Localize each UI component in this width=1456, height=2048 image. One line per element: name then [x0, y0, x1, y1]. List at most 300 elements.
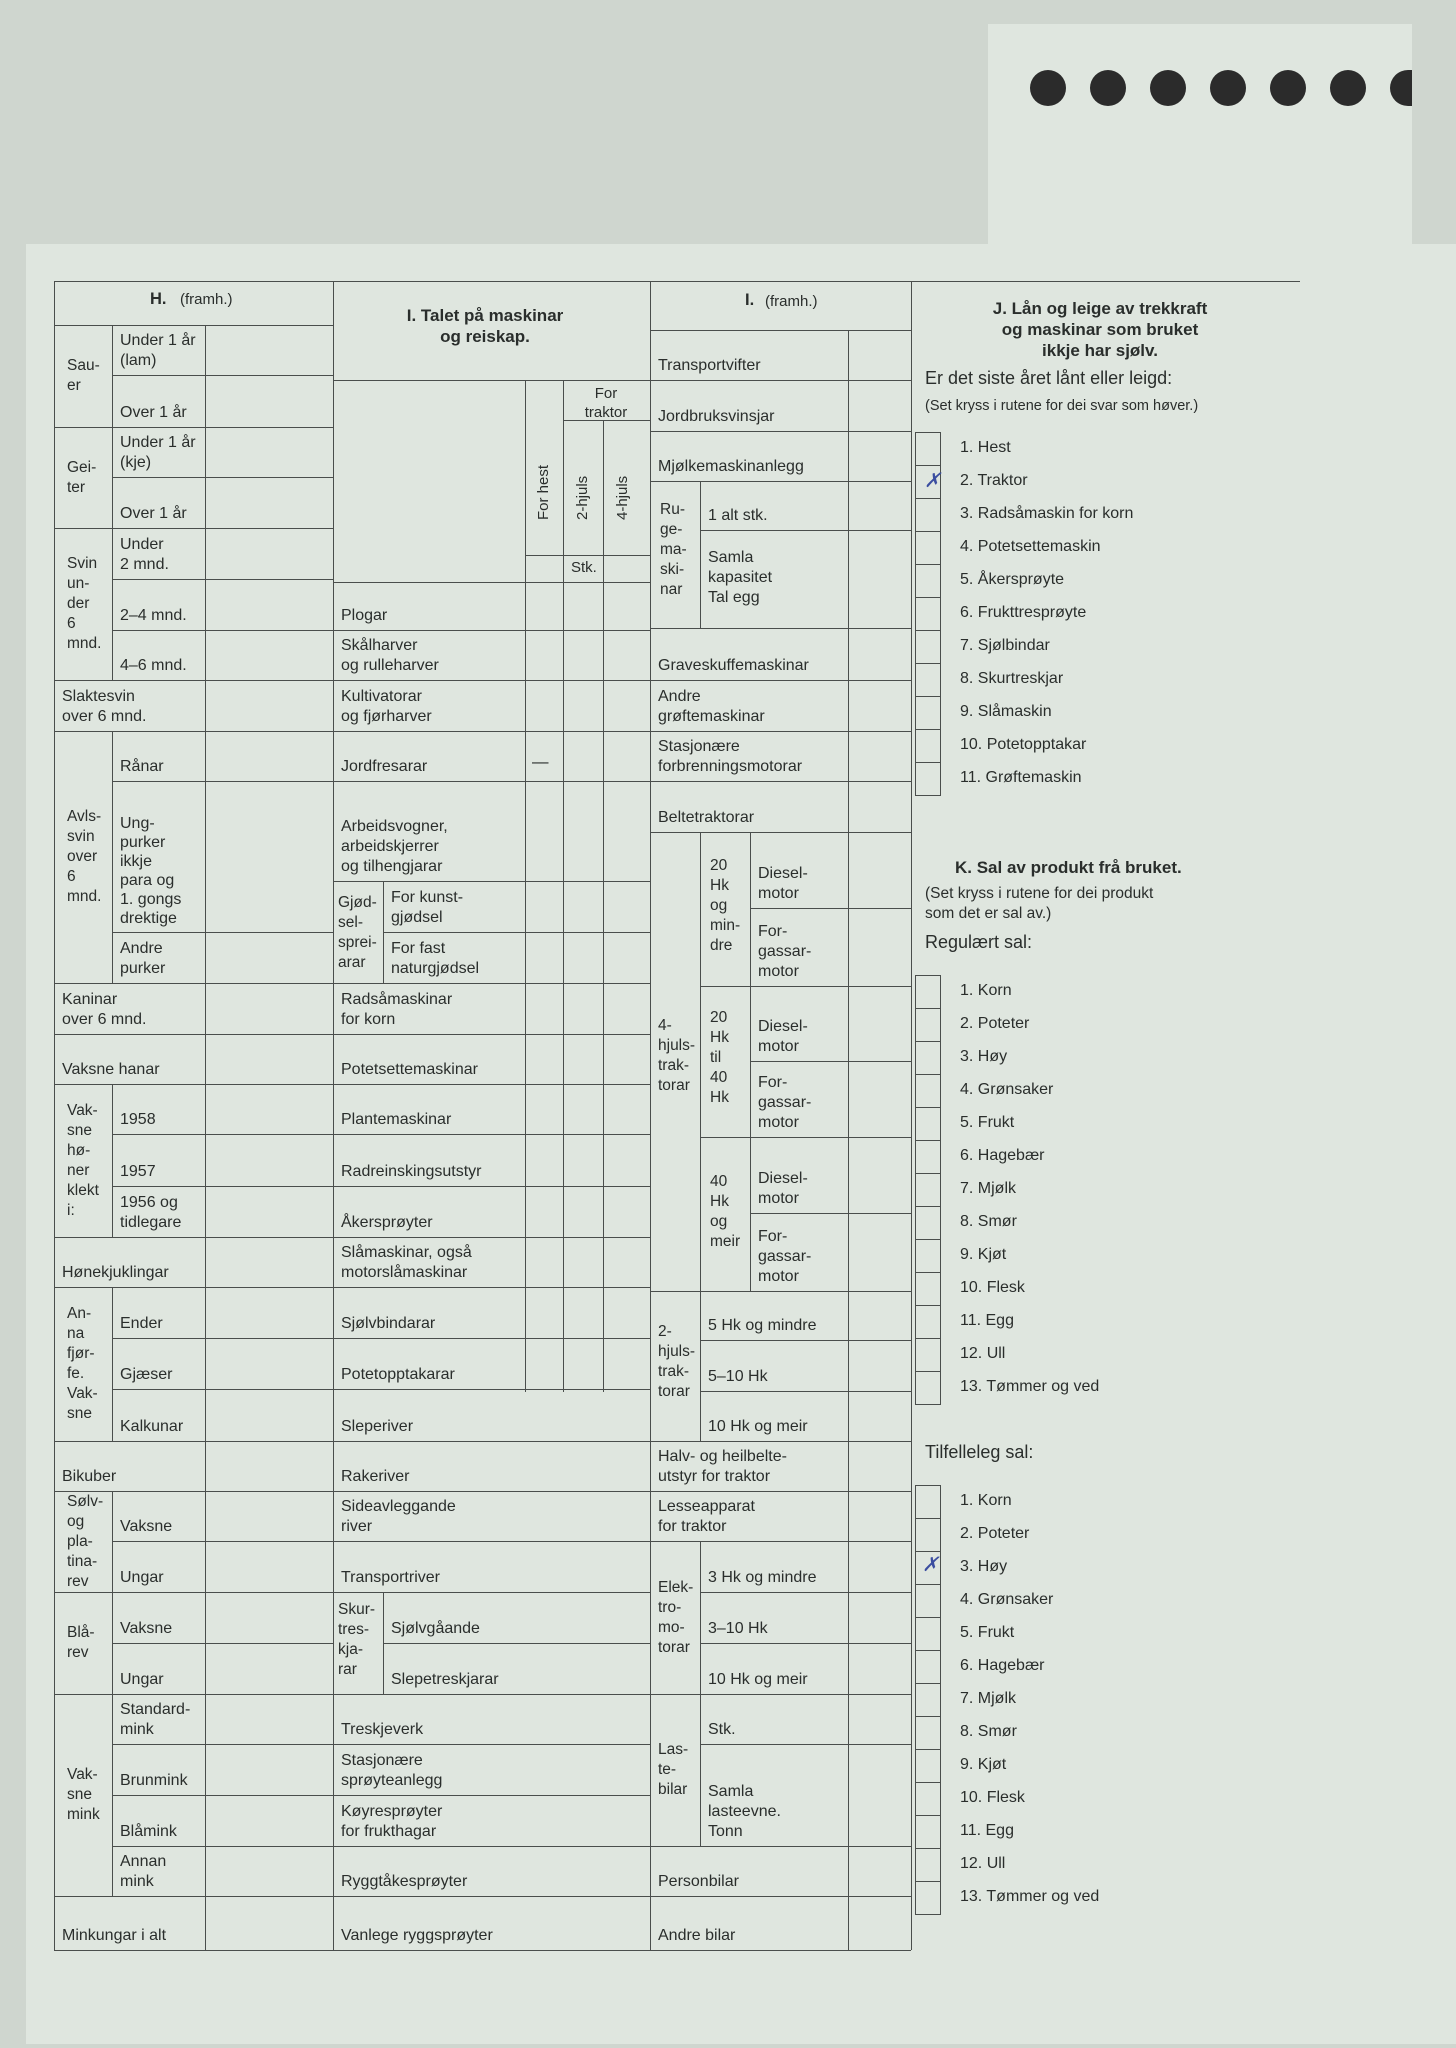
gjodsel-group-label: Gjød- sel- sprei- arar: [338, 894, 377, 971]
h-value-cell[interactable]: [205, 1237, 333, 1287]
hk-20-mindre-label: 20 Hk og min- dre: [710, 857, 741, 954]
i2-row-label: Lesseapparat for traktor: [658, 1498, 755, 1535]
rule-line: [54, 1896, 112, 1897]
i-row-label: Transportriver: [341, 1569, 440, 1586]
rule-line: [700, 1541, 701, 1694]
section-h-header: H.: [150, 290, 167, 308]
h-value-cell[interactable]: [205, 1846, 333, 1896]
k-occasional-item-label: 9. Kjøt: [960, 1756, 1007, 1773]
i2-row-label: For- gassar- motor: [758, 1074, 812, 1131]
i-row-label: Køyresprøyter for frukthagar: [341, 1803, 443, 1840]
rule-line: [700, 1137, 750, 1138]
j-checkbox[interactable]: [915, 432, 941, 466]
punch-hole: [1210, 70, 1246, 106]
h-row-label: Brunmink: [120, 1772, 188, 1789]
h-row-label: Vaksne: [120, 1620, 173, 1637]
h-row-label: Under 1 år (lam): [120, 332, 196, 369]
j-item-label: 11. Grøftemaskin: [960, 769, 1082, 786]
i-row-label: For fast naturgjødsel: [391, 940, 480, 977]
h-row-label: Gjæser: [120, 1366, 173, 1383]
rule-line: [650, 1846, 700, 1847]
i-value-cell[interactable]: [525, 1186, 650, 1237]
k-regular-item-label: 11. Egg: [960, 1312, 1014, 1329]
i-row-label: Slåmaskinar, også motorslåmaskinar: [341, 1244, 472, 1281]
i-row-label: Sjølvgåande: [391, 1620, 480, 1637]
h-row-label: Ungar: [120, 1569, 164, 1586]
i2-value-cell[interactable]: [848, 1643, 911, 1694]
rule-line: [54, 1694, 112, 1695]
i2-value-cell[interactable]: [848, 1137, 911, 1213]
section-h-header-suffix: (framh.): [180, 291, 233, 308]
hk-20-40-label: 20 Hk til 40 Hk: [710, 1009, 729, 1106]
i-row-label: Sleperiver: [341, 1418, 414, 1435]
k-occasional-checkbox[interactable]: [915, 1584, 941, 1618]
i-value-cell[interactable]: [525, 1694, 650, 1744]
i-row-label: Plantemaskinar: [341, 1111, 452, 1128]
col-for-traktor: For traktor: [584, 385, 628, 421]
h-value-cell[interactable]: [205, 1744, 333, 1795]
i2-row-label: Stk.: [708, 1721, 736, 1738]
h-value-cell[interactable]: [205, 1643, 333, 1694]
i-value-cell[interactable]: [525, 1541, 650, 1592]
h-value-cell[interactable]: [205, 1896, 333, 1950]
k-regular-title: Regulært sal:: [925, 932, 1033, 952]
rule-line: [911, 281, 1300, 282]
h-group-label: Sølv- og pla- tina- rev: [67, 1492, 104, 1590]
punch-hole: [1330, 70, 1366, 106]
h-row-label: Ung- purker ikkje para og 1. gongs drektige: [120, 815, 182, 927]
h-value-cell[interactable]: [205, 477, 333, 528]
j-item-label: 7. Sjølbindar: [960, 637, 1050, 654]
punch-tab: [988, 24, 1412, 264]
i-value-cell[interactable]: [525, 1034, 650, 1084]
h-row-label: Bikuber: [62, 1468, 117, 1485]
h-row-label: Ender: [120, 1315, 163, 1332]
j-item-label: 2. Traktor: [960, 472, 1028, 489]
h-value-cell[interactable]: [205, 1694, 333, 1744]
h-value-cell[interactable]: [205, 1541, 333, 1592]
skurtreskjarar-group-label: Skur- tres- kja- rar: [338, 1601, 376, 1678]
section-k-header: K. Sal av produkt frå bruket.: [955, 858, 1182, 877]
h-value-cell[interactable]: [205, 1134, 333, 1186]
i-value-cell[interactable]: [525, 881, 650, 932]
h-value-cell[interactable]: [205, 983, 333, 1034]
i2-row-label: Samla kapasitet Tal egg: [708, 549, 773, 606]
i2-value-cell[interactable]: [848, 731, 911, 781]
rule-line: [383, 1592, 384, 1694]
h-row-label: Under 2 mnd.: [120, 536, 169, 573]
rule-line: [650, 1441, 700, 1442]
j-checkbox[interactable]: [915, 630, 941, 664]
i2-row-label: 3 Hk og mindre: [708, 1569, 817, 1586]
i-value-cell[interactable]: [525, 1846, 650, 1896]
h-value-cell[interactable]: [205, 579, 333, 630]
section-i2-header: I.: [745, 291, 755, 309]
k-instruction: (Set kryss i rutene for dei produkt som det er sal av.): [925, 885, 1154, 922]
j-checkbox[interactable]: [915, 564, 941, 598]
k-regular-checkbox[interactable]: [915, 1107, 941, 1141]
rule-line: [54, 281, 55, 1950]
k-regular-checkbox[interactable]: [915, 1305, 941, 1339]
k-occasional-item-label: 4. Grønsaker: [960, 1591, 1054, 1608]
i-value-cell[interactable]: [525, 1491, 650, 1541]
jordfresarar-dash: —: [532, 753, 549, 771]
i2-value-cell[interactable]: [848, 530, 911, 628]
rule-line: [700, 481, 701, 628]
rule-line: [750, 832, 751, 1291]
rule-line: [54, 1592, 112, 1593]
h-group-label: Avls- svin over 6 mnd.: [67, 808, 102, 905]
h-group-label: Sau- er: [67, 357, 100, 394]
rule-line: [650, 1694, 700, 1695]
k-regular-item-label: 6. Hagebær: [960, 1147, 1045, 1164]
k-regular-checkbox[interactable]: [915, 1041, 941, 1075]
k-regular-item-label: 13. Tømmer og ved: [960, 1378, 1100, 1395]
i2-value-cell[interactable]: [848, 1491, 911, 1541]
i2-value-cell[interactable]: [848, 832, 911, 908]
k-regular-checkbox[interactable]: [915, 1074, 941, 1108]
h-value-cell[interactable]: [205, 1287, 333, 1338]
h-value-cell[interactable]: [205, 932, 333, 983]
k-regular-item-label: 1. Korn: [960, 982, 1012, 999]
i2-row-label: For- gassar- motor: [758, 1228, 812, 1285]
k-occasional-checkbox[interactable]: [915, 1782, 941, 1816]
k-regular-checkbox[interactable]: [915, 1371, 941, 1405]
rule-line: [54, 1237, 112, 1238]
k-regular-checkbox[interactable]: [915, 1338, 941, 1372]
k-occasional-checkbox[interactable]: [915, 1485, 941, 1519]
h-row-label: Hønekjuklingar: [62, 1264, 169, 1281]
k-regular-checkbox[interactable]: [915, 1206, 941, 1240]
h-value-cell[interactable]: [205, 1441, 333, 1491]
k-occasional-item-label: 6. Hagebær: [960, 1657, 1045, 1674]
i-value-cell[interactable]: [525, 781, 650, 881]
i2-row-label: Diesel- motor: [758, 1170, 808, 1207]
i2-value-cell[interactable]: [848, 481, 911, 530]
i2-value-cell[interactable]: [848, 380, 911, 431]
rule-line: [911, 281, 912, 1950]
i-value-cell[interactable]: [525, 1441, 650, 1491]
elektromotorar-group-label: Elek- tro- mo- torar: [658, 1579, 694, 1656]
h-row-label: Andre purker: [120, 940, 166, 977]
j-checkbox[interactable]: [915, 762, 941, 796]
rule-line: [333, 1694, 383, 1695]
j-item-label: 10. Potetopptakar: [960, 736, 1087, 753]
h-group-label: Svin un- der 6 mnd.: [67, 555, 102, 652]
h-row-label: Vaksne hanar: [62, 1061, 160, 1078]
hk-40-meir-label: 40 Hk og meir: [710, 1173, 741, 1250]
section-j-header: J. Lån og leige av trekkraft og maskinar som bruket ikkje har sjølv.: [992, 299, 1208, 360]
col-for-hest: For hest: [535, 464, 552, 520]
rule-line: [333, 380, 650, 381]
i2-row-label: Transportvifter: [658, 357, 761, 374]
i2-value-cell[interactable]: [848, 1846, 911, 1896]
rule-line: [700, 1291, 701, 1441]
i2-value-cell[interactable]: [848, 1592, 911, 1643]
i2-row-label: Andre grøftemaskinar: [658, 688, 765, 725]
k-regular-item-label: 9. Kjøt: [960, 1246, 1007, 1263]
k-occasional-item-label: 2. Poteter: [960, 1525, 1030, 1542]
h-group-label: Blå- rev: [67, 1624, 95, 1661]
j-checkbox[interactable]: [915, 597, 941, 631]
i2-row-label: Beltetraktorar: [658, 809, 755, 826]
h-row-label: 1958: [120, 1111, 156, 1128]
i2-value-cell[interactable]: [848, 1896, 911, 1950]
k-occasional-item-label: 12. Ull: [960, 1855, 1006, 1872]
h-value-cell[interactable]: [205, 528, 333, 579]
k-check-mark-hoy: ✗: [922, 1552, 939, 1576]
i2-value-cell[interactable]: [848, 986, 911, 1061]
i-row-label: Åkersprøyter: [341, 1214, 433, 1231]
i2-row-label: Samla lasteevne. Tonn: [708, 1783, 781, 1840]
j-check-mark-traktor: ✗: [924, 468, 941, 492]
h-row-label: 1957: [120, 1163, 156, 1180]
h-value-cell[interactable]: [205, 1389, 333, 1441]
i2-value-cell[interactable]: [848, 628, 911, 680]
i2-row-label: Jordbruksvinsjar: [658, 408, 775, 425]
i-value-cell[interactable]: [525, 1795, 650, 1846]
h-row-label: Over 1 år: [120, 404, 187, 421]
i2-value-cell[interactable]: [848, 781, 911, 832]
i2-value-cell[interactable]: [848, 1213, 911, 1291]
rule-line: [700, 986, 750, 987]
i2-value-cell[interactable]: [848, 1744, 911, 1846]
i2-value-cell[interactable]: [848, 330, 911, 380]
i2-value-cell[interactable]: [848, 680, 911, 731]
h-value-cell[interactable]: [205, 630, 333, 680]
j-checkbox[interactable]: [915, 696, 941, 730]
i2-row-label: Diesel- motor: [758, 865, 808, 902]
i-row-label: Jordfresarar: [341, 758, 428, 775]
i-row-label: Slepetreskjarar: [391, 1671, 499, 1688]
k-occasional-item-label: 3. Høy: [960, 1558, 1008, 1575]
h-row-label: Minkungar i alt: [62, 1927, 167, 1944]
j-item-label: 9. Slåmaskin: [960, 703, 1052, 720]
i-row-label: Potetsettemaskinar: [341, 1061, 478, 1078]
i-value-cell[interactable]: [525, 1134, 650, 1186]
i2-row-label: For- gassar- motor: [758, 923, 812, 980]
i-row-label: Rakeriver: [341, 1468, 410, 1485]
i-value-cell[interactable]: [525, 1389, 650, 1441]
h-value-cell[interactable]: [205, 680, 333, 731]
k-occasional-checkbox[interactable]: [915, 1848, 941, 1882]
k-regular-item-label: 10. Flesk: [960, 1279, 1025, 1296]
rule-line: [650, 1950, 911, 1951]
k-occasional-item-label: 8. Smør: [960, 1723, 1017, 1740]
h-value-cell[interactable]: [205, 1491, 333, 1541]
rule-line: [650, 628, 700, 629]
h-value-cell[interactable]: [205, 781, 333, 932]
k-occasional-title: Tilfelleleg sal:: [925, 1442, 1034, 1462]
k-regular-checkbox[interactable]: [915, 1239, 941, 1273]
k-occasional-checkbox[interactable]: [915, 1815, 941, 1849]
col-2hjuls: 2-hjuls: [574, 475, 591, 520]
h-value-cell[interactable]: [205, 1795, 333, 1846]
k-occasional-checkbox[interactable]: [915, 1881, 941, 1915]
j-checkbox[interactable]: [915, 663, 941, 697]
rule-line: [650, 1291, 700, 1292]
h-value-cell[interactable]: [205, 1084, 333, 1134]
i-row-label: Kultivatorar og fjørharver: [341, 688, 432, 725]
i-row-label: Vanlege ryggsprøyter: [341, 1927, 493, 1944]
section-i2-header-suffix: (framh.): [765, 293, 818, 310]
h-value-cell[interactable]: [205, 427, 333, 477]
i2-value-cell[interactable]: [848, 1291, 911, 1340]
rule-line: [112, 528, 113, 680]
j-checkbox[interactable]: [915, 729, 941, 763]
j-instruction: (Set kryss i rutene for dei svar som høver.): [925, 398, 1199, 414]
i2-row-label: 3–10 Hk: [708, 1620, 768, 1637]
h-row-label: Rånar: [120, 758, 164, 775]
i-value-cell[interactable]: [525, 1896, 650, 1950]
j-item-label: 5. Åkersprøyte: [960, 571, 1065, 588]
h-value-cell[interactable]: [205, 1592, 333, 1643]
rule-line: [112, 731, 113, 983]
i2-row-label: Graveskuffemaskinar: [658, 657, 809, 674]
k-occasional-checkbox[interactable]: [915, 1749, 941, 1783]
j-item-label: 6. Frukttresprøyte: [960, 604, 1087, 621]
j-item-label: 8. Skurtreskjar: [960, 670, 1064, 687]
rule-line: [383, 881, 384, 983]
rule-line: [333, 281, 334, 1950]
h-row-label: Under 1 år (kje): [120, 434, 196, 471]
k-occasional-checkbox[interactable]: [915, 1716, 941, 1750]
i2-value-cell[interactable]: [848, 1391, 911, 1441]
h-value-cell[interactable]: [205, 1186, 333, 1237]
punch-hole: [1030, 70, 1066, 106]
k-regular-item-label: 2. Poteter: [960, 1015, 1030, 1032]
i2-row-label: 10 Hk og meir: [708, 1671, 808, 1688]
rule-line: [112, 1084, 113, 1237]
i-value-cell[interactable]: [525, 1592, 650, 1643]
i-row-label: Radreinskingsutstyr: [341, 1163, 482, 1180]
k-regular-checkbox[interactable]: [915, 1140, 941, 1174]
h-value-cell[interactable]: [205, 375, 333, 427]
i2-row-label: Diesel- motor: [758, 1018, 808, 1055]
i2-value-cell[interactable]: [848, 431, 911, 481]
k-regular-item-label: 5. Frukt: [960, 1114, 1015, 1131]
i-value-cell[interactable]: [525, 1287, 650, 1338]
i-value-cell[interactable]: [525, 630, 650, 680]
k-regular-checkbox[interactable]: [915, 1272, 941, 1306]
h-value-cell[interactable]: [205, 1034, 333, 1084]
hjuls2-group-label: 2- hjuls- trak- torar: [658, 1323, 696, 1400]
i-row-label: Arbeidsvogner, arbeidskjerrer og tilhengjarar: [341, 818, 448, 875]
h-row-label: Slaktesvin over 6 mnd.: [62, 688, 147, 725]
i-value-cell[interactable]: [525, 1084, 650, 1134]
i-value-cell[interactable]: [525, 932, 650, 983]
rule-line: [650, 281, 651, 1950]
i-row-label: Sideavleggande river: [341, 1498, 456, 1535]
h-group-label: Vak- sne hø- ner klekt i:: [67, 1101, 99, 1219]
k-occasional-checkbox[interactable]: [915, 1650, 941, 1684]
k-regular-checkbox[interactable]: [915, 1173, 941, 1207]
lastebilar-group-label: Las- te- bilar: [658, 1741, 689, 1798]
i-row-label: For kunst- gjødsel: [391, 889, 464, 926]
i-value-cell[interactable]: [525, 1338, 650, 1389]
i-row-label: Skålharver og rulleharver: [341, 637, 439, 674]
h-row-label: Over 1 år: [120, 505, 187, 522]
h-row-label: Kalkunar: [120, 1418, 184, 1435]
rule-line: [54, 983, 112, 984]
rule-line: [54, 427, 112, 428]
j-item-label: 3. Radsåmaskin for korn: [960, 505, 1134, 522]
k-regular-checkbox[interactable]: [915, 1008, 941, 1042]
k-regular-checkbox[interactable]: [915, 975, 941, 1009]
i2-value-cell[interactable]: [848, 1441, 911, 1491]
h-row-label: 4–6 mnd.: [120, 657, 187, 674]
h-row-label: Ungar: [120, 1671, 164, 1688]
col-stk: Stk.: [571, 559, 597, 576]
k-occasional-checkbox[interactable]: [915, 1683, 941, 1717]
h-row-label: Annan mink: [120, 1853, 167, 1890]
i-value-cell[interactable]: [525, 983, 650, 1034]
i2-row-label: 5–10 Hk: [708, 1368, 768, 1385]
i2-value-cell[interactable]: [848, 1340, 911, 1391]
section-i-header: I. Talet på maskinar og reiskap.: [406, 306, 564, 346]
i2-row-label: 10 Hk og meir: [708, 1418, 808, 1435]
i-row-label: Stasjonære sprøyteanlegg: [341, 1752, 443, 1789]
i2-value-cell[interactable]: [848, 1541, 911, 1592]
h-value-cell[interactable]: [205, 1338, 333, 1389]
h-group-label: An- na fjør- fe. Vak- sne: [67, 1305, 98, 1422]
i-row-label: Plogar: [341, 607, 388, 624]
k-regular-item-label: 4. Grønsaker: [960, 1081, 1054, 1098]
i2-row-label: Personbilar: [658, 1873, 739, 1890]
col-4hjuls: 4-hjuls: [614, 475, 631, 520]
k-occasional-item-label: 10. Flesk: [960, 1789, 1025, 1806]
i-value-cell[interactable]: [525, 582, 650, 630]
rule-line: [112, 325, 113, 427]
h-row-label: 2–4 mnd.: [120, 607, 187, 624]
i2-row-label: Andre bilar: [658, 1927, 736, 1944]
h-row-label: Standard- mink: [120, 1701, 191, 1738]
k-regular-item-label: 7. Mjølk: [960, 1180, 1016, 1197]
h-value-cell[interactable]: [205, 325, 333, 375]
i2-row-label: Halv- og heilbelte- utstyr for traktor: [658, 1448, 787, 1485]
j-checkbox[interactable]: [915, 531, 941, 565]
i2-row-label: 5 Hk og mindre: [708, 1317, 817, 1334]
i2-value-cell[interactable]: [848, 908, 911, 986]
k-occasional-checkbox[interactable]: [915, 1518, 941, 1552]
h-row-label: Kaninar over 6 mnd.: [62, 991, 147, 1028]
i-value-cell[interactable]: [525, 1744, 650, 1795]
rule-line: [54, 528, 112, 529]
rule-line: [54, 680, 112, 681]
k-occasional-item-label: 5. Frukt: [960, 1624, 1015, 1641]
i-row-label: Radsåmaskinar for korn: [341, 991, 453, 1028]
j-checkbox[interactable]: [915, 498, 941, 532]
i2-row-label: Mjølkemaskinanlegg: [658, 458, 804, 475]
rule-line: [333, 983, 383, 984]
i-value-cell[interactable]: [525, 1643, 650, 1694]
i-value-cell[interactable]: [525, 680, 650, 731]
h-row-label: 1956 og tidlegare: [120, 1194, 182, 1231]
i-row-label: Treskjeverk: [341, 1721, 424, 1738]
punch-hole: [1090, 70, 1126, 106]
h-group-label: Vak- sne mink: [67, 1766, 100, 1823]
hjuls4-group-label: 4- hjuls- trak- torar: [658, 1017, 696, 1094]
i-row-label: Sjølvbindarar: [341, 1315, 436, 1332]
rule-line: [700, 832, 701, 1291]
h-value-cell[interactable]: [205, 731, 333, 781]
punch-hole: [1270, 70, 1306, 106]
i2-value-cell[interactable]: [848, 1061, 911, 1137]
i-value-cell[interactable]: [525, 1237, 650, 1287]
j-item-label: 4. Potetsettemaskin: [960, 538, 1101, 555]
i2-value-cell[interactable]: [848, 1694, 911, 1744]
k-occasional-checkbox[interactable]: [915, 1617, 941, 1651]
